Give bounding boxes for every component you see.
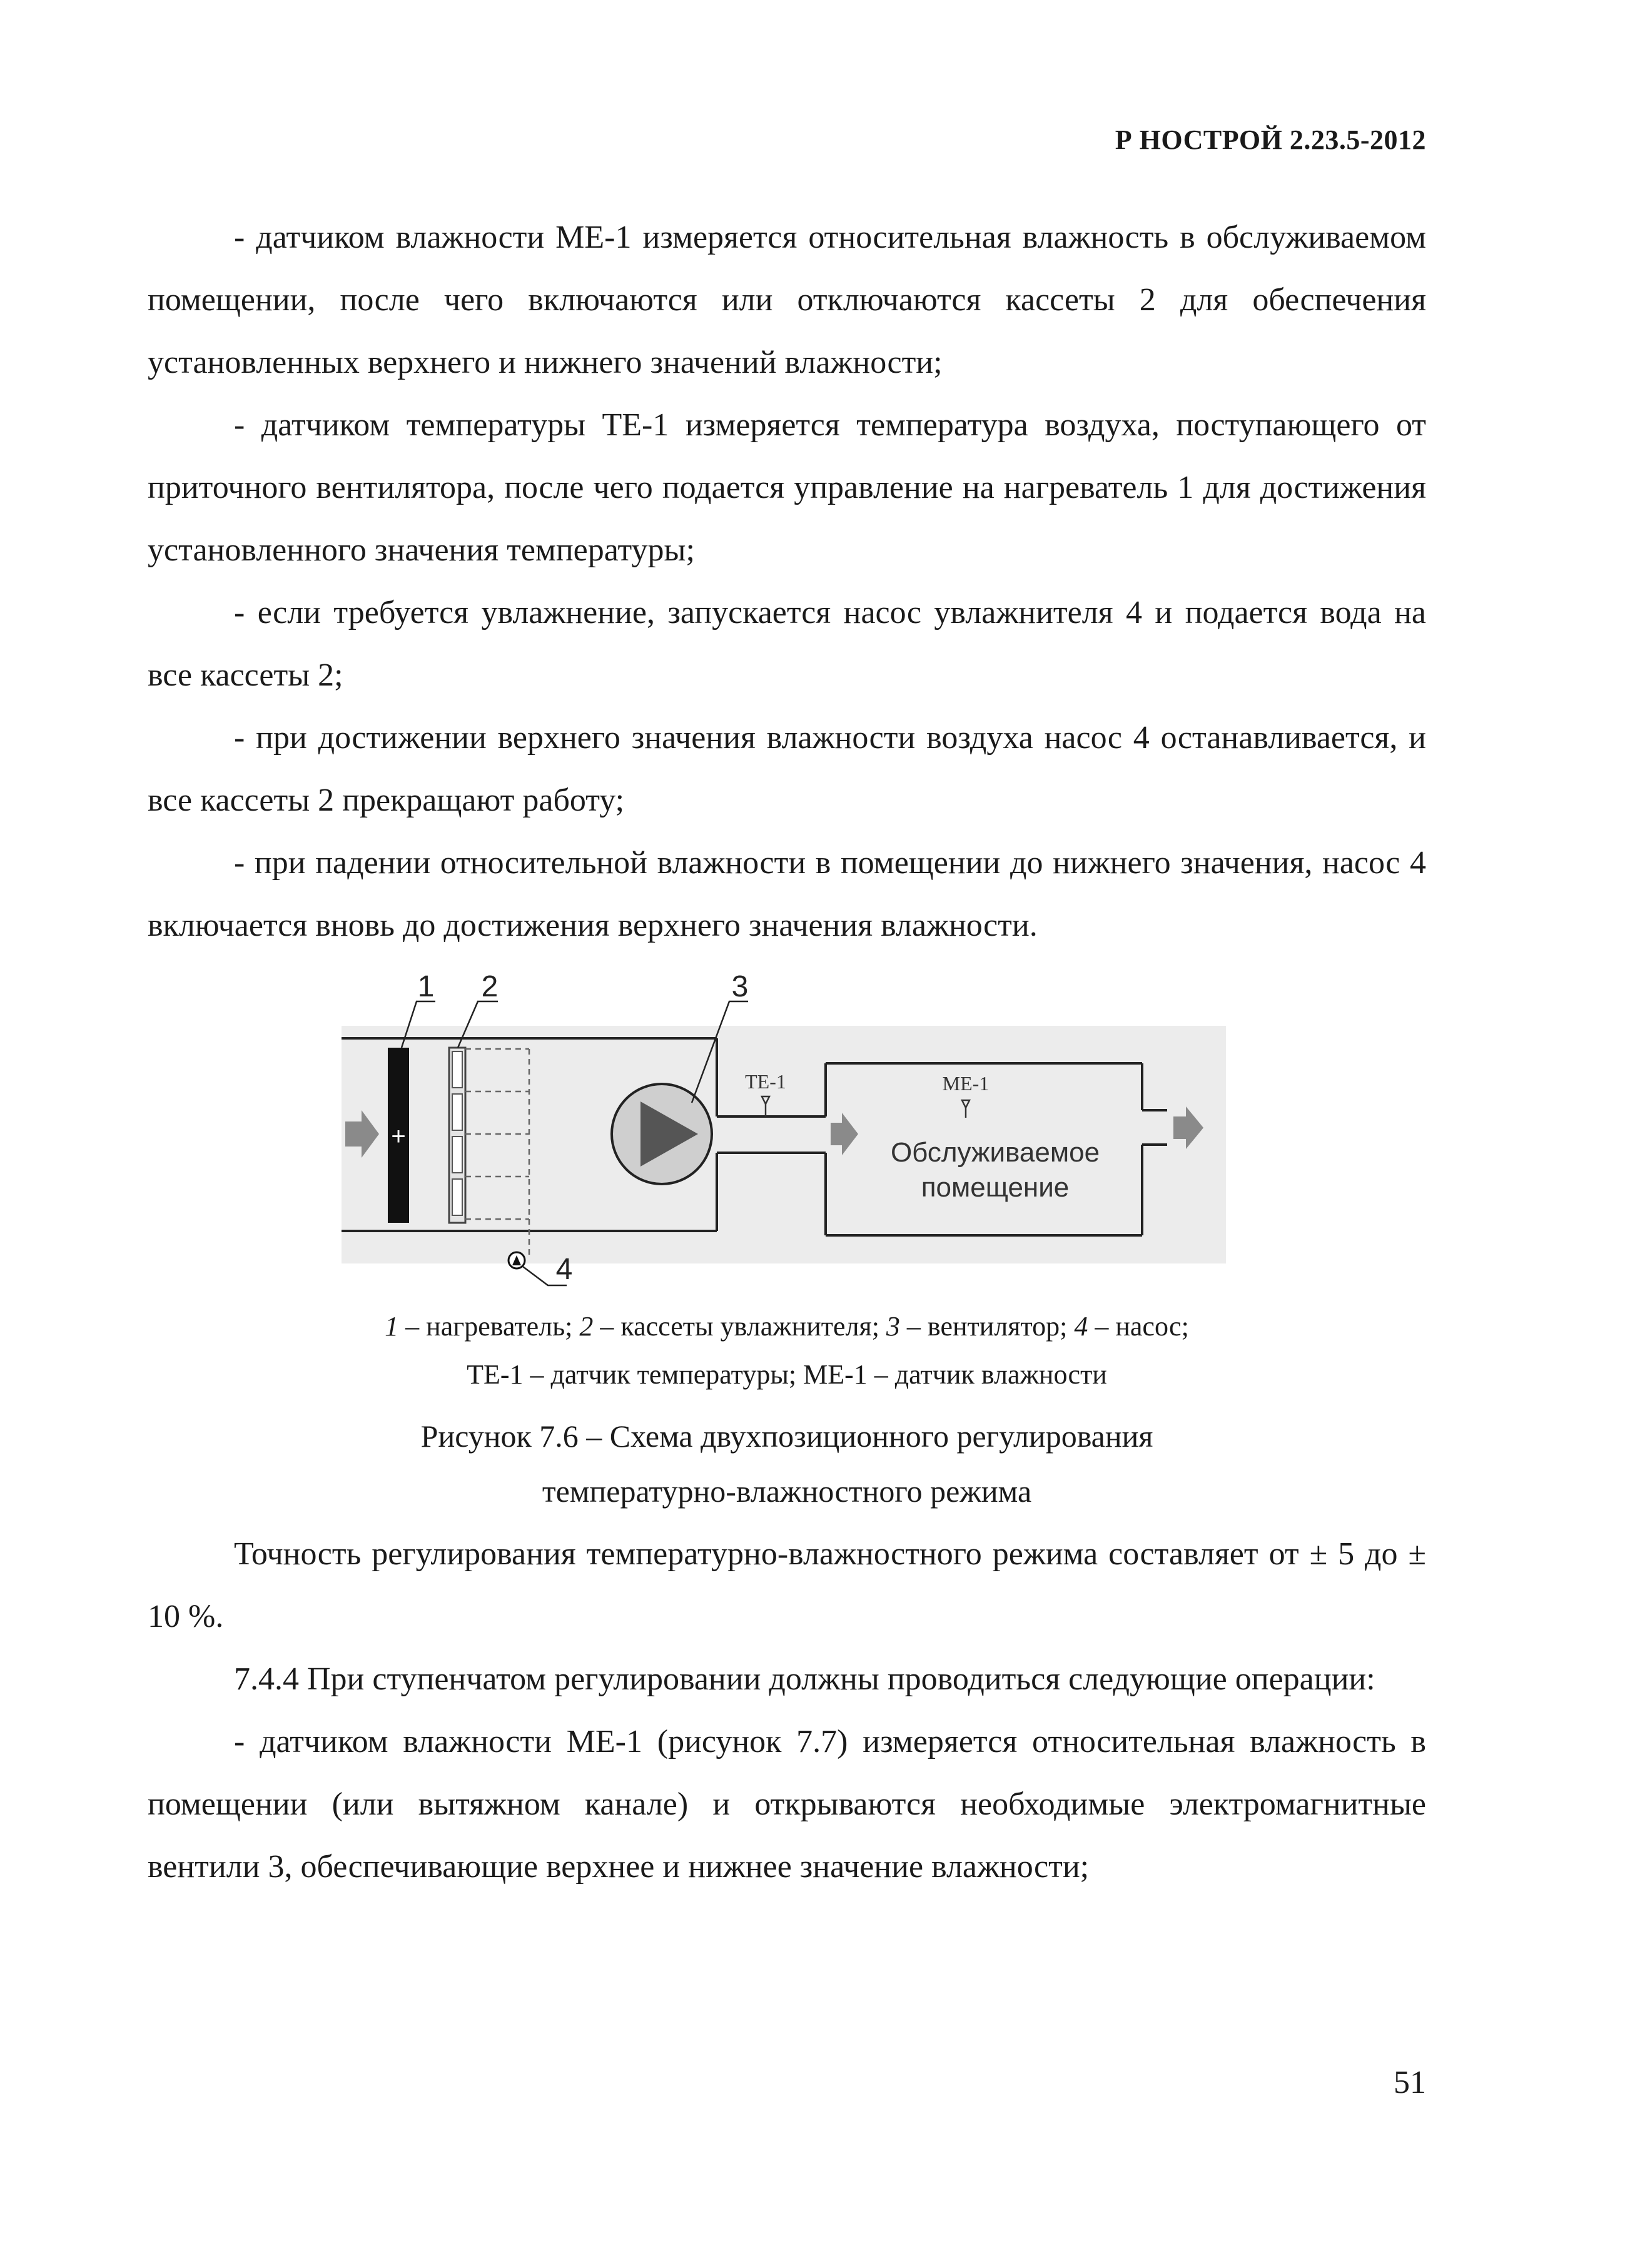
callout-3: 3: [731, 970, 749, 1003]
legend-number: 3: [886, 1311, 900, 1342]
legend-text: – вентилятор;: [899, 1311, 1075, 1342]
figure-legend-line2: ТЕ-1 – датчик температуры; МЕ-1 – датчик влажности: [467, 1359, 1107, 1390]
legend-number: 4: [1074, 1311, 1088, 1342]
room-label-line1: Обслуживаемое: [890, 1137, 1100, 1168]
body-text-top: [148, 206, 1426, 957]
callout-1: 1: [417, 970, 435, 1003]
humidifier-cassettes: [449, 1048, 465, 1223]
legend-number: 1: [385, 1311, 399, 1342]
callout-2: 2: [481, 970, 499, 1003]
heater-plus-symbol: +: [391, 1123, 406, 1150]
legend-text: – кассеты увлажнителя;: [593, 1311, 886, 1342]
figure-legend-line1: [148, 1310, 1426, 1342]
paragraph: - датчиком влажности МЕ-1 измеряется относительная влажность в обслуживаемом помещении, после чего включаются или отключаются кассеты 2 для обеспечения установленных верхнего и нижнего значений влажности;: [148, 220, 1426, 380]
legend-text: – насос;: [1088, 1311, 1189, 1342]
figure-title-line2: температурно-влажностного режима: [542, 1474, 1032, 1509]
figure-7-6-diagram: [342, 966, 1226, 1298]
figure-title: [148, 1409, 1426, 1519]
paragraph: - датчиком влажности МЕ-1 (рисунок 7.7) измеряется относительная влажность в помещении (или вытяжном канале) и открываются необходимые электромагнитные вентили 3, обеспечивающие верхнее и нижнее значение влажности;: [148, 1724, 1426, 1885]
paragraph: 7.4.4 При ступенчатом регулировании должны проводиться следующие операции:: [234, 1661, 1375, 1697]
te1-sensor-label: ТЕ-1: [745, 1070, 786, 1093]
room-label-line2: помещение: [921, 1172, 1070, 1203]
callout-4: 4: [555, 1253, 573, 1286]
legend-text: – нагреватель;: [398, 1311, 580, 1342]
me1-sensor-label: МЕ-1: [942, 1072, 990, 1095]
paragraph: Точность регулирования температурно-влажностного режима составляет от ± 5 до ± 10 %.: [148, 1536, 1426, 1634]
paragraph: - при падении относительной влажности в помещении до нижнего значения, насос 4 включается вновь до достижения верхнего значения влажности.: [148, 845, 1426, 943]
document-code-header: Р НОСТРОЙ 2.23.5-2012: [1115, 124, 1426, 155]
pump-icon: [509, 1252, 525, 1268]
fan-icon: [612, 1084, 712, 1184]
legend-number: 2: [579, 1311, 594, 1342]
page-number: 51: [1394, 2065, 1426, 2100]
paragraph: - датчиком температуры ТЕ-1 измеряется температура воздуха, поступающего от приточного вентилятора, после чего подается управление на нагреватель 1 для достижения установленного значения температуры;: [148, 407, 1426, 568]
body-text-bottom: [148, 1523, 1426, 1898]
figure-title-line1: Рисунок 7.6 – Схема двухпозиционного регулирования: [420, 1419, 1153, 1454]
paragraph: - если требуется увлажнение, запускается насос увлажнителя 4 и подается вода на все кассеты 2;: [148, 595, 1426, 693]
paragraph: - при достижении верхнего значения влажности воздуха насос 4 останавливается, и все кассеты 2 прекращают работу;: [148, 720, 1426, 818]
